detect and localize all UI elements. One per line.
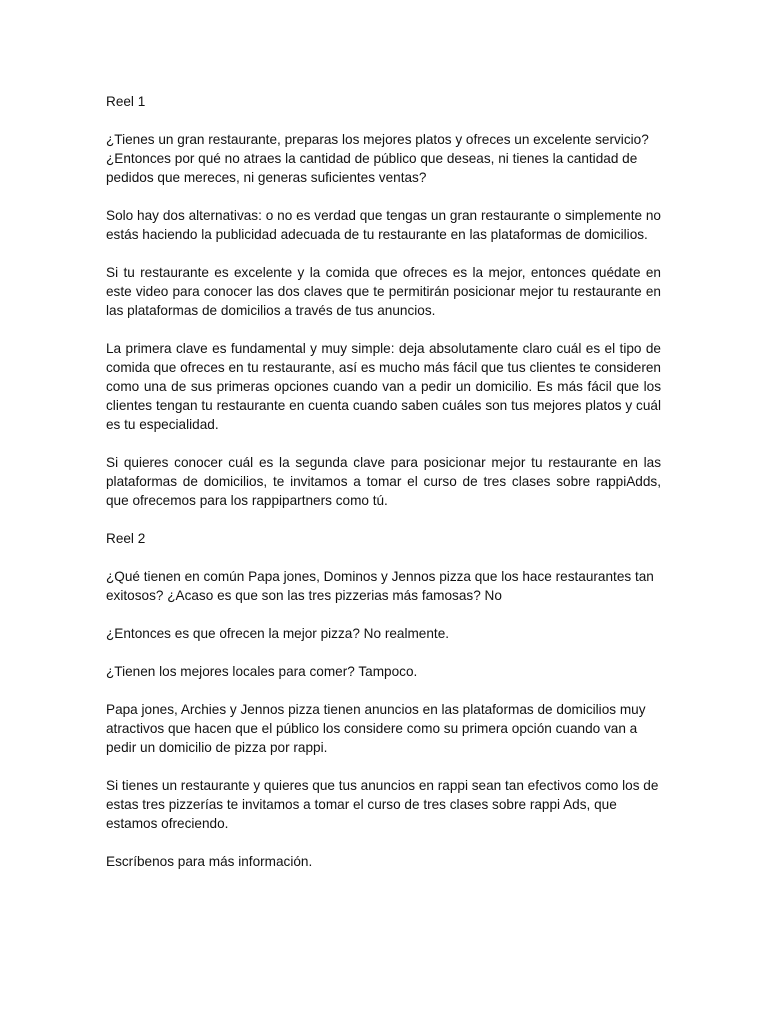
reel-2-paragraph-2: ¿Entonces es que ofrecen la mejor pizza? No realmente. bbox=[106, 626, 450, 641]
reel-2-paragraph-6: Escríbenos para más información. bbox=[106, 854, 313, 869]
reel-2-paragraph-4: Papa jones, Archies y Jennos pizza tienen anuncios en las plataformas de domicilios muy atractivos que hacen que el público los considere como su primera opción cuando van a pedir un domicilio de pizza por rappi. bbox=[106, 702, 646, 755]
reel-2-paragraph-3: ¿Tienen los mejores locales para comer? Tampoco. bbox=[106, 664, 418, 679]
reel-1-paragraph-4: La primera clave es fundamental y muy simple: deja absolutamente claro cuál es el tipo de comida que ofreces en tu restaurante, así es mucho más fácil que tus clientes te consideren como una de sus primeras opciones cuando van a pedir un domicilio. Es más fácil que los clientes tengan tu restaurante en cuenta cuando saben cuáles son tus mejores platos y cuál es tu especialidad. bbox=[106, 341, 661, 432]
reel-1-paragraph-1: ¿Tienes un gran restaurante, preparas los mejores platos y ofreces un excelente servicio? ¿Entonces por qué no atraes la cantidad de público que deseas, ni tienes la cantidad de pedidos que mereces, ni generas suficientes ventas? bbox=[106, 132, 649, 185]
reel-1-heading: Reel 1 bbox=[106, 94, 146, 109]
reel-2-heading: Reel 2 bbox=[106, 531, 146, 546]
document-body bbox=[106, 92, 661, 890]
reel-2-paragraph-1: ¿Qué tienen en común Papa jones, Dominos y Jennos pizza que los hace restaurantes tan exitosos? ¿Acaso es que son las tres pizzerias más famosas? No bbox=[106, 569, 654, 603]
reel-1-paragraph-5: Si quieres conocer cuál es la segunda clave para posicionar mejor tu restaurante en las plataformas de domicilios, te invitamos a tomar el curso de tres clases sobre rappiAdds, que ofrecemos para los rappipartners como tú. bbox=[106, 455, 661, 508]
reel-1-paragraph-2: Solo hay dos alternativas: o no es verdad que tengas un gran restaurante o simplemente no estás haciendo la publicidad adecuada de tu restaurante en las plataformas de domicilios. bbox=[106, 208, 661, 242]
reel-2-paragraph-5: Si tienes un restaurante y quieres que tus anuncios en rappi sean tan efectivos como los de estas tres pizzerías te invitamos a tomar el curso de tres clases sobre rappi Ads, que estamos ofreciendo. bbox=[106, 778, 659, 831]
reel-1-paragraph-3: Si tu restaurante es excelente y la comida que ofreces es la mejor, entonces quédate en este video para conocer las dos claves que te permitirán posicionar mejor tu restaurante en las plataformas de domicilios a través de tus anuncios. bbox=[106, 265, 661, 318]
